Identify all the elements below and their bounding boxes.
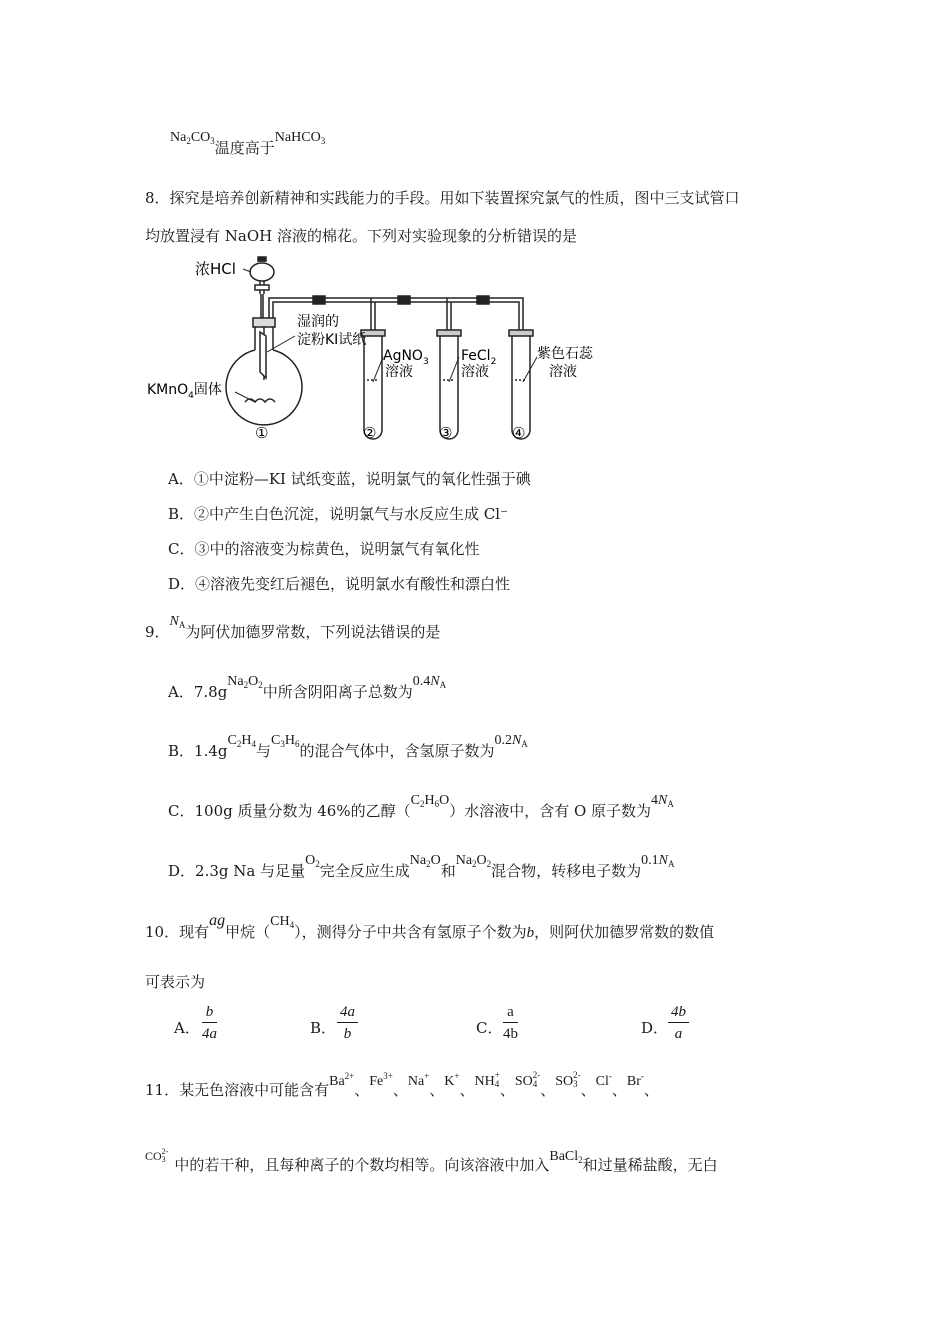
q10-c-numerator: a: [503, 1002, 518, 1023]
ion-br: Br-: [626, 1071, 644, 1089]
label-starch-ki-paper: 淀粉KI试纸: [297, 332, 367, 348]
q9-a-prefix: A．7.8g: [168, 683, 228, 701]
chlorine-apparatus-figure: [145, 252, 615, 442]
q10-option-a-label: A．: [174, 1019, 200, 1037]
q9-na-symbol: $N_A$: [169, 614, 186, 630]
q9-option-a: [168, 674, 447, 704]
label-num-1: ①: [255, 424, 269, 442]
q8-option-c: C．③中的溶液变为棕黄色，说明氯气有氧化性: [168, 540, 480, 558]
q9-d-na2o2: $Na_2O_2$: [455, 853, 492, 869]
nahco3-formula: NaHCO$_3$: [274, 130, 326, 146]
test-tubes: [361, 330, 533, 439]
q10-d-denominator: a: [674, 1026, 683, 1042]
label-fecl2-solution: 溶液: [461, 364, 489, 380]
ion-co3: CO 2- 3: [145, 1147, 169, 1164]
q10-b-denominator: b: [343, 1026, 352, 1042]
q9-d-text2: 混合物，转移电子数为: [491, 862, 642, 880]
q9-c-formula: $C_2H_6O$: [410, 793, 450, 809]
ion-so4: SO 2- 4: [514, 1070, 541, 1089]
ion-nh4: NH + 4: [474, 1070, 500, 1089]
q8-stem-text2: 均放置浸有 NaOH 溶液的棉花。下列对实验现象的分析错误的是: [145, 227, 577, 245]
q9-stem-text: 为阿伏加德罗常数，下列说法错误的是: [185, 623, 441, 641]
q9-c-value: $4N_A$: [651, 793, 674, 809]
q8-option-d: D．④溶液先变红后褪色，说明氯水有酸性和漂白性: [168, 575, 511, 593]
q10-c-denominator: 4b: [503, 1026, 518, 1042]
label-conc-hcl: 浓HCl: [195, 260, 236, 278]
q8-stem-line1: [145, 188, 740, 208]
q10-text4: ，则阿伏加德罗常数的数值: [534, 923, 715, 941]
q8-option-b: B．②中产生白色沉淀，说明氯气与水反应生成 Cl⁻: [168, 505, 508, 523]
ion-na: Na+: [407, 1071, 430, 1089]
q8-stem-text1: 探究是培养创新精神和实践能力的手段。用如下装置探究氯气的性质，图中三支试管口: [169, 189, 740, 207]
q10-b: b: [526, 925, 535, 941]
q11-text2: 中的若干种，且每种离子的个数均相等。向该溶液中加入: [174, 1156, 550, 1174]
q9-option-d: [168, 853, 675, 883]
q10-text2: 甲烷（: [225, 923, 271, 941]
q10-ag: ag: [209, 912, 226, 929]
q9-a-value: $0.4N_A$: [412, 674, 447, 690]
label-num-2: ②: [363, 424, 377, 442]
q9-d-text1: 完全反应生成: [319, 862, 410, 880]
label-kmno4: KMnO$_4$固体: [147, 382, 222, 401]
q10-option-b-label: B．: [310, 1019, 337, 1037]
q10-d-numerator: 4b: [671, 1004, 686, 1020]
q9-b-and: 与: [255, 742, 271, 760]
q9-c-prefix: C．100g 质量分数为 46%的乙醇（: [168, 802, 411, 820]
q9-b-prefix: B．1.4g: [168, 742, 228, 760]
label-agno3-solution: 溶液: [385, 364, 413, 380]
q11-stem-line2: [145, 1147, 718, 1177]
q10-option-c-label: C．: [476, 1019, 503, 1037]
q8-option-a: A．①中淀粉—KI 试纸变蓝，说明氯气的氧化性强于碘: [168, 470, 531, 488]
q9-option-b: [168, 733, 528, 763]
label-litmus-solution: 溶液: [549, 364, 577, 380]
na2co3-formula: $Na_2CO_3$: [170, 130, 215, 146]
q8-stem-line2: [145, 226, 577, 246]
label-num-4: ④: [512, 424, 526, 442]
ion-so3: SO 2- 3: [555, 1070, 581, 1089]
q11-stem-line1: 11．某无色溶液中可能含有$Ba^{2+}$、$Fe^{3+}$、Na+、K+、NH + 4 、SO 2- 4 、SO 2- 3 、Cl-、Br-、: [145, 1070, 659, 1099]
q9-b-formula2: $C_3H_6$: [270, 733, 300, 749]
q9-c-text: ）水溶液中，含有 O 原子数为: [449, 802, 652, 820]
q10-text3: ），测得分子中共含有氢原子个数为: [294, 923, 527, 941]
ion-ba: $Ba^{2+}$: [329, 1071, 355, 1089]
label-litmus: 紫色石蕊: [537, 346, 593, 362]
top-fragment-text: 温度高于: [214, 139, 275, 157]
q9-a-text: 中所含阴阳离子总数为: [262, 683, 413, 701]
q9-b-formula1: $C_2H_4$: [227, 733, 256, 749]
q10-stem-line1: [145, 912, 715, 944]
label-moist: 湿润的: [297, 314, 339, 330]
ion-cl: Cl-: [595, 1071, 612, 1089]
q9-stem: [145, 614, 441, 644]
q11-number: 11．: [145, 1081, 180, 1099]
q10-option-a-fraction: [202, 1002, 217, 1045]
q9-d-o2: $O_2$: [305, 853, 320, 869]
ion-k: K+: [444, 1071, 460, 1089]
label-agno3: AgNO$_3$: [383, 348, 429, 367]
q9-option-c: [168, 793, 674, 823]
q10-a-numerator: b: [205, 1004, 214, 1020]
q9-a-formula: $Na_2O_2$: [227, 674, 263, 690]
label-num-3: ③: [439, 424, 453, 442]
q10-option-c-fraction: [503, 1002, 518, 1045]
q9-d-value: $0.1N_A$: [641, 853, 675, 869]
q8-number: 8．: [145, 189, 170, 207]
q10-option-d-fraction: [668, 1002, 689, 1045]
leader-lines: [235, 269, 537, 402]
round-bottom-flask: [226, 318, 302, 425]
q10-text1: 现有: [179, 923, 210, 941]
q9-b-text: 的混合气体中，含氢原子数为: [299, 742, 495, 760]
ion-fe: $Fe^{3+}$: [369, 1071, 393, 1089]
q10-stem-line2: 可表示为: [145, 973, 206, 991]
q11-text1: 某无色溶液中可能含有: [179, 1081, 330, 1099]
q10-option-b-fraction: [337, 1002, 358, 1045]
separatory-funnel: [250, 257, 274, 322]
q9-d-na2o: $Na_2O$: [409, 853, 441, 869]
q11-bacl2: BaCl$_2$: [549, 1149, 583, 1165]
q10-option-d-label: D．: [641, 1019, 669, 1037]
q10-number: 10．: [145, 923, 180, 941]
top-fragment: [170, 130, 326, 157]
q9-d-and: 和: [440, 862, 456, 880]
label-fecl2: FeCl$_2$: [461, 348, 497, 367]
q11-text3: 和过量稀盐酸，无白: [582, 1156, 718, 1174]
q9-b-value: $0.2N_A$: [494, 733, 528, 749]
q10-b-numerator: 4a: [340, 1004, 355, 1020]
q10-a-denominator: 4a: [202, 1026, 217, 1042]
q9-d-prefix: D．2.3g Na 与足量: [168, 862, 306, 880]
q10-ch4: $CH_4$: [270, 914, 295, 930]
q9-number: 9．: [145, 623, 170, 641]
